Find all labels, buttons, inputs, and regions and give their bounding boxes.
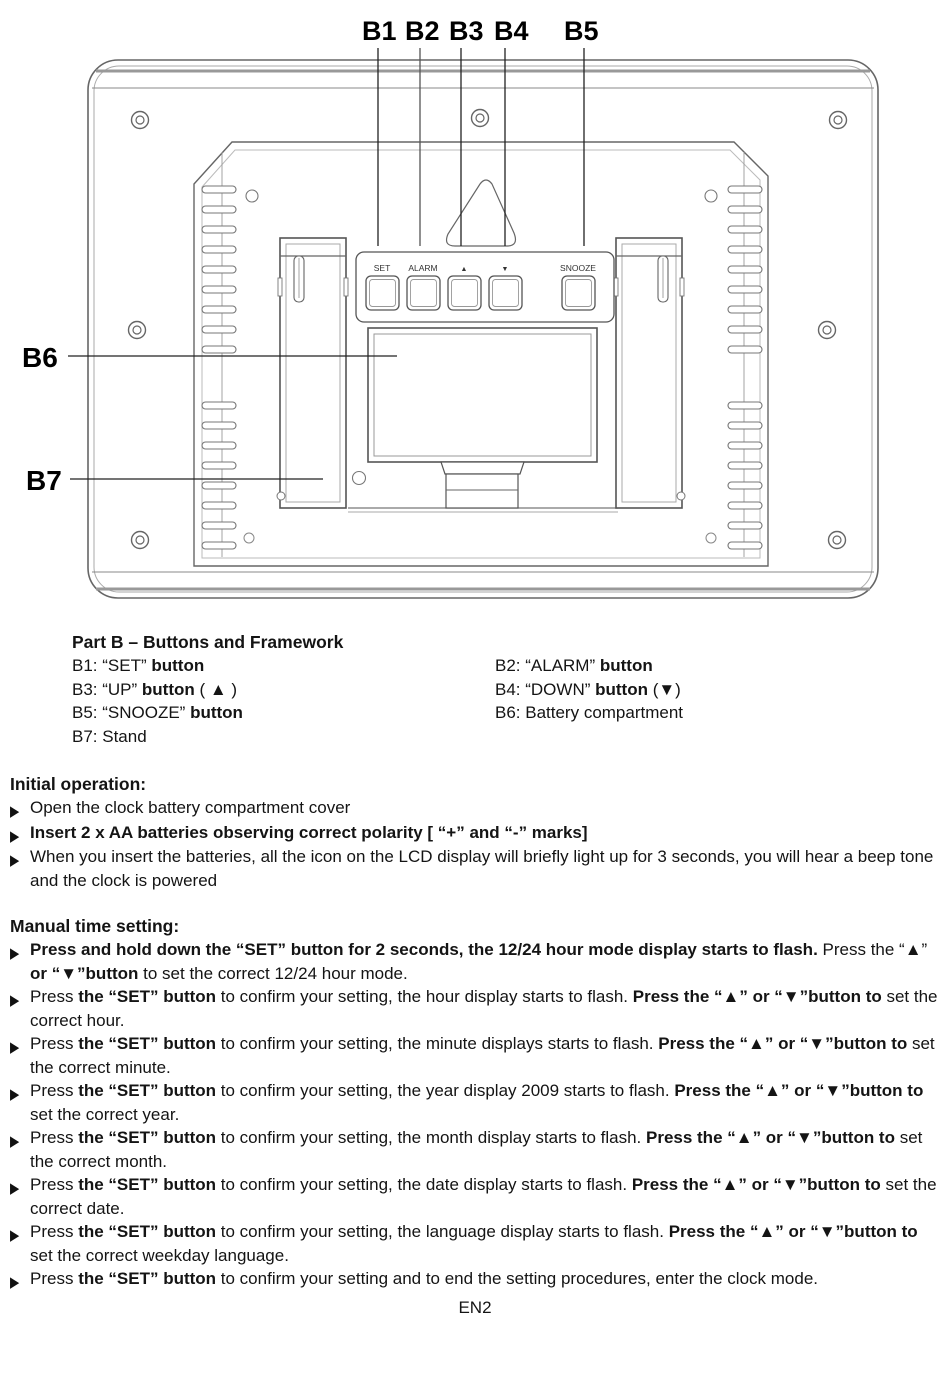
alarm-button-label: ALARM — [408, 263, 438, 273]
part-b-legend — [72, 630, 950, 748]
snooze-button — [560, 263, 596, 310]
legend-item-b5: B5: “SNOOZE” button — [72, 703, 243, 722]
bullet-arrow-icon: ▶ — [10, 1273, 20, 1291]
part-b-title: Part B – Buttons and Framework — [72, 632, 344, 652]
bullet-arrow-icon: ▶ — [10, 1132, 20, 1150]
screw-icon — [129, 322, 146, 339]
callout-b1: B1 — [362, 16, 397, 46]
manual-time-setting-section — [0, 914, 950, 1292]
initial-operation-heading: Initial operation: — [10, 774, 147, 794]
list-item-text: Press the “SET” button to confirm your setting and to end the setting procedures, enter the clock mode. — [30, 1269, 819, 1288]
callout-b4: B4 — [494, 16, 529, 46]
callout-b6: B6 — [22, 342, 58, 373]
clock-back-drawing — [0, 0, 950, 618]
callout-b2: B2 — [405, 16, 440, 46]
screw-icon — [132, 112, 149, 129]
list-item — [10, 1126, 944, 1173]
bullet-arrow-icon: ▶ — [10, 1085, 20, 1103]
panel-hole — [244, 533, 254, 543]
list-item — [10, 796, 944, 821]
battery-compartment — [368, 328, 597, 462]
list-item-text: Insert 2 x AA batteries observing correct polarity [ “+” and “-” marks] — [30, 822, 588, 842]
callout-b7: B7 — [26, 465, 62, 496]
screw-icon — [132, 532, 149, 549]
alarm-button — [407, 263, 440, 310]
snooze-button-label: SNOOZE — [560, 263, 596, 273]
list-item-text: Press the “SET” button to confirm your setting, the minute displays starts to flash. Press the “▲” or “▼”button to set the correct minute. — [30, 1034, 935, 1077]
screw-icon — [819, 322, 836, 339]
bullet-arrow-icon: ▶ — [10, 991, 20, 1009]
list-item-text: When you insert the batteries, all the icon on the LCD display will briefly light up for 3 seconds, you will hear a beep tone and the clock is powered — [30, 847, 934, 890]
manual-time-setting-heading: Manual time setting: — [10, 916, 180, 936]
set-button-label: SET — [373, 263, 391, 273]
down-arrow-icon: ▼ — [501, 266, 509, 273]
list-item — [10, 821, 944, 846]
screw-icon — [472, 110, 489, 127]
list-item-text: Press the “SET” button to confirm your setting, the month display starts to flash. Press the “▲” or “▼”button to set the correct month. — [30, 1128, 923, 1171]
stand-arm-right — [614, 238, 685, 508]
list-item-text: Press the “SET” button to confirm your setting, the hour display starts to flash. Press the “▲” or “▼”button to set the correct hour. — [30, 987, 938, 1030]
list-item — [10, 845, 944, 892]
legend-item-b1: B1: “SET” button — [72, 656, 205, 675]
bullet-arrow-icon: ▶ — [10, 826, 20, 845]
up-arrow-icon: ▲ — [460, 266, 468, 273]
list-item — [10, 1032, 944, 1079]
part-b-grid — [72, 654, 950, 748]
callout-b5: B5 — [564, 16, 599, 46]
list-item-text: Press and hold down the “SET” button for 2 seconds, the 12/24 hour mode display starts to flash. Press the “▲” or “▼”button to set the correct 12/24 hour mode. — [30, 940, 928, 983]
page-number: EN2 — [458, 1297, 492, 1317]
callout-b3: B3 — [449, 16, 484, 46]
bullet-arrow-icon: ▶ — [10, 1179, 20, 1197]
panel-hole — [705, 190, 717, 202]
bullet-arrow-icon: ▶ — [10, 851, 20, 869]
legend-item-b7: B7: Stand — [72, 726, 147, 746]
panel-hole — [246, 190, 258, 202]
legend-item-empty — [495, 725, 950, 749]
list-item-text: Open the clock battery compartment cover — [30, 798, 351, 817]
legend-item-b3: B3: “UP” button ( ▲ ) — [72, 679, 238, 699]
bullet-arrow-icon: ▶ — [10, 944, 20, 962]
list-item — [10, 985, 944, 1032]
legend-item-b2: B2: “ALARM” button — [495, 656, 653, 675]
list-item-text: Press the “SET” button to confirm your setting, the date display starts to flash. Press the “▲” or “▼”button to set the correct date. — [30, 1175, 937, 1218]
initial-operation-section — [0, 772, 950, 892]
battery-latch — [441, 462, 524, 508]
list-item — [10, 1267, 944, 1292]
list-item — [10, 1173, 944, 1220]
stand-arm-left — [277, 238, 348, 508]
button-panel — [356, 252, 614, 322]
clock-back-diagram — [0, 0, 950, 618]
list-item-text: Press the “SET” button to confirm your setting, the year display 2009 starts to flash. Press the “▲” or “▼”button to set the correct year. — [30, 1081, 924, 1124]
list-item-text: Press the “SET” button to confirm your setting, the language display starts to flash. Press the “▲” or “▼”button to set the correct weekday language. — [30, 1222, 918, 1265]
panel-hole — [706, 533, 716, 543]
list-item — [10, 1220, 944, 1267]
bullet-arrow-icon: ▶ — [10, 1226, 20, 1244]
bullet-arrow-icon: ▶ — [10, 1038, 20, 1056]
bullet-arrow-icon: ▶ — [10, 802, 20, 820]
list-item — [10, 1079, 944, 1126]
legend-item-b4: B4: “DOWN” button (▼) — [495, 679, 681, 699]
panel-hole — [353, 472, 366, 485]
legend-item-b6: B6: Battery compartment — [495, 703, 684, 722]
screw-icon — [829, 532, 846, 549]
list-item — [10, 938, 944, 985]
screw-icon — [830, 112, 847, 129]
